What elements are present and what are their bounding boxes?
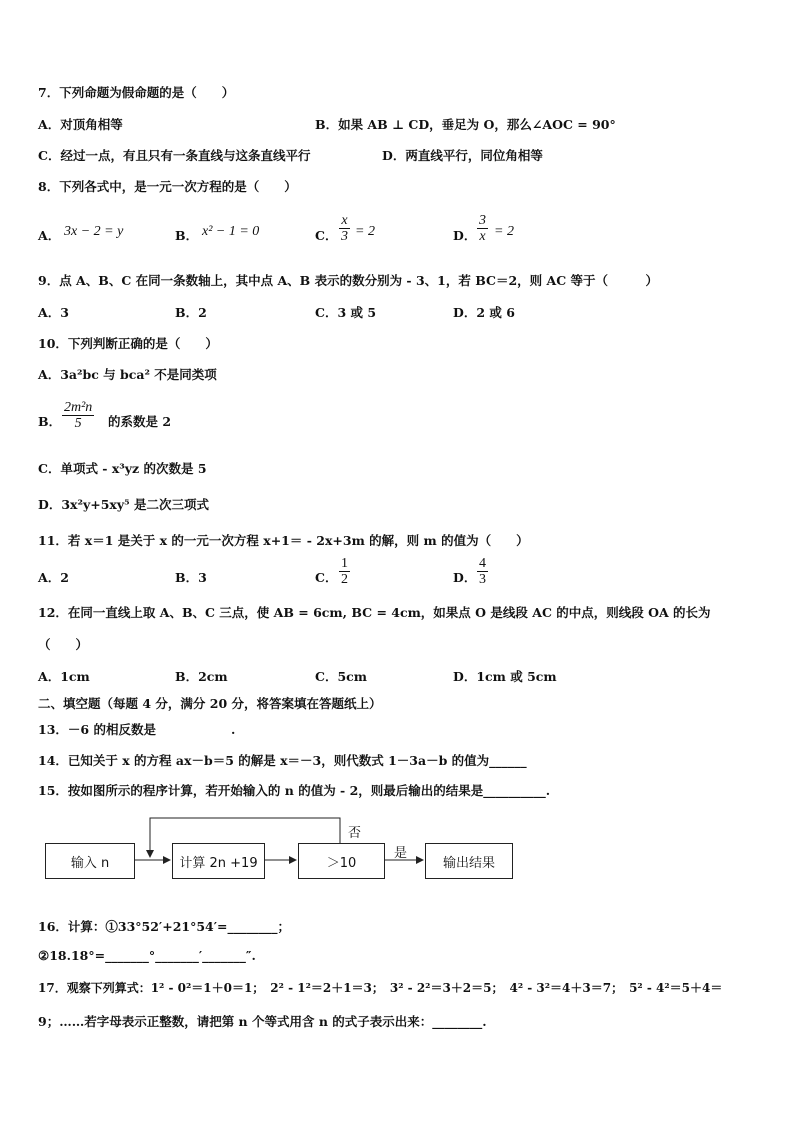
fraction-numerator: x [341,213,348,228]
flow-yes-label: 是 [394,846,408,861]
q10-option-d: D．3x²y+5xy⁵ 是二次三项式 [38,497,209,512]
flow-compare-box [298,843,385,879]
flow-compute-box [172,843,265,879]
fraction-denominator: 2 [341,572,348,587]
q12-option-c: C．5cm [315,669,367,684]
q8-option-d-fraction [477,213,488,244]
q9-option-a: A．3 [38,305,69,320]
q10-option-b-label: B． [38,414,62,429]
q17-line1: 17．观察下列算式：1² - 0²＝1＋0＝1； 2² - 1²＝2＋1＝3； 3² - 2²＝3＋2＝5； 4² - 3²＝4＋3＝7； 5² - 4²＝5＋4＝ [38,981,723,995]
fraction-numerator: 1 [341,556,348,571]
q8-option-d-label: D． [453,228,477,243]
q11-option-a: A．2 [38,570,69,585]
arrow-loop-back [150,818,340,857]
flow-input-box [45,843,135,879]
q9-stem: 9．点 A、B、C 在同一条数轴上，其中点 A、B 表示的数分别为 - 3、1，若 BC＝2，则 AC 等于（ ） [38,273,659,288]
q13: 13．－6 的相反数是 . [38,722,236,737]
q9-option-b: B．2 [175,305,207,320]
flow-output-box [425,843,513,879]
q11-stem: 11．若 x＝1 是关于 x 的一元一次方程 x+1＝ - 2x+3m 的解，则 m 的值为（ ） [38,533,529,548]
q11-option-c-fraction [339,556,350,587]
fraction-numerator: 2m²n [64,400,93,415]
fraction-denominator: 3 [479,572,486,587]
q12-option-a: A．1cm [38,669,90,684]
q11-option-c-label: C． [315,570,338,585]
q8-stem: 8．下列各式中，是一元一次方程的是（ ） [38,179,297,194]
q8-option-c-fraction [339,213,350,244]
q9-option-c: C．3 或 5 [315,305,377,320]
fraction-numerator: 4 [479,556,486,571]
fraction-denominator: x [479,229,486,244]
q12-option-b: B．2cm [175,669,228,684]
q7-option-b: B．如果 AB ⊥ CD，垂足为 O，那么∠AOC = 90° [315,117,616,132]
q8-option-a-label: A． [38,228,61,243]
fraction-denominator: 5 [74,416,82,431]
q7-option-c: C．经过一点，有且只有一条直线与这条直线平行 [38,148,311,163]
q7-stem: 7．下列命题为假命题的是（ ） [38,85,235,100]
fraction-numerator: 3 [479,213,486,228]
q10-option-b-rest: 的系数是 2 [108,414,172,429]
q11-option-d-fraction [477,556,488,587]
flow-compute-label: 计算 2n +19 [179,855,258,871]
q16-part2: ②18.18°=_______°_______′_______″. [38,948,256,963]
q10-option-c: C．单项式 - x³yz 的次数是 5 [38,461,207,476]
q16-part1: 16．计算：①33°52′+21°54′=________； [38,919,291,934]
q11-option-b: B．3 [175,570,207,585]
fraction-denominator: 3 [341,229,348,244]
q10-option-b-fraction [62,400,94,431]
section-heading-fill-in: 二、填空题（每题 4 分，满分 20 分，将答案填在答题纸上） [38,696,382,711]
q8-option-d-rest: = 2 [494,224,514,239]
q7-option-a: A．对顶角相等 [38,117,123,132]
flow-no-label: 否 [348,826,362,841]
flow-compare-label: ＞10 [326,855,357,871]
q8-option-b-label: B． [175,228,199,243]
q8-option-a-expr: 3x − 2 = y [64,224,124,239]
q8-option-b-expr: x² − 1 = 0 [202,224,260,239]
q8-option-c-rest: = 2 [355,224,375,239]
q11-option-d-label: D． [453,570,477,585]
flow-input-label: 输入 n [70,855,110,871]
q10-stem: 10．下列判断正确的是（ ） [38,336,218,351]
flow-output-label: 输出结果 [442,855,495,871]
q10-option-a: A．3a²bc 与 bca² 不是同类项 [38,367,217,382]
q12-paren: （ ） [38,637,89,652]
q14: 14．已知关于 x 的方程 ax－b＝5 的解是 x＝－3，则代数式 1－3a－b 的值为______ [38,753,527,768]
q12-option-d: D．1cm 或 5cm [453,669,557,684]
q15: 15．按如图所示的程序计算，若开始输入的 n 的值为 - 2，则最后输出的结果是__________. [38,783,551,798]
q8-option-c-label: C． [315,228,338,243]
q17-line2: 9；……若字母表示正整数，请把第 n 个等式用含 n 的式子表示出来：________. [38,1014,487,1029]
q12-stem: 12．在同一直线上取 A、B、C 三点，使 AB = 6cm, BC = 4cm，如果点 O 是线段 AC 的中点，则线段 OA 的长为 [38,605,711,620]
q9-option-d: D．2 或 6 [453,305,515,320]
q7-option-d: D．两直线平行，同位角相等 [382,148,543,163]
